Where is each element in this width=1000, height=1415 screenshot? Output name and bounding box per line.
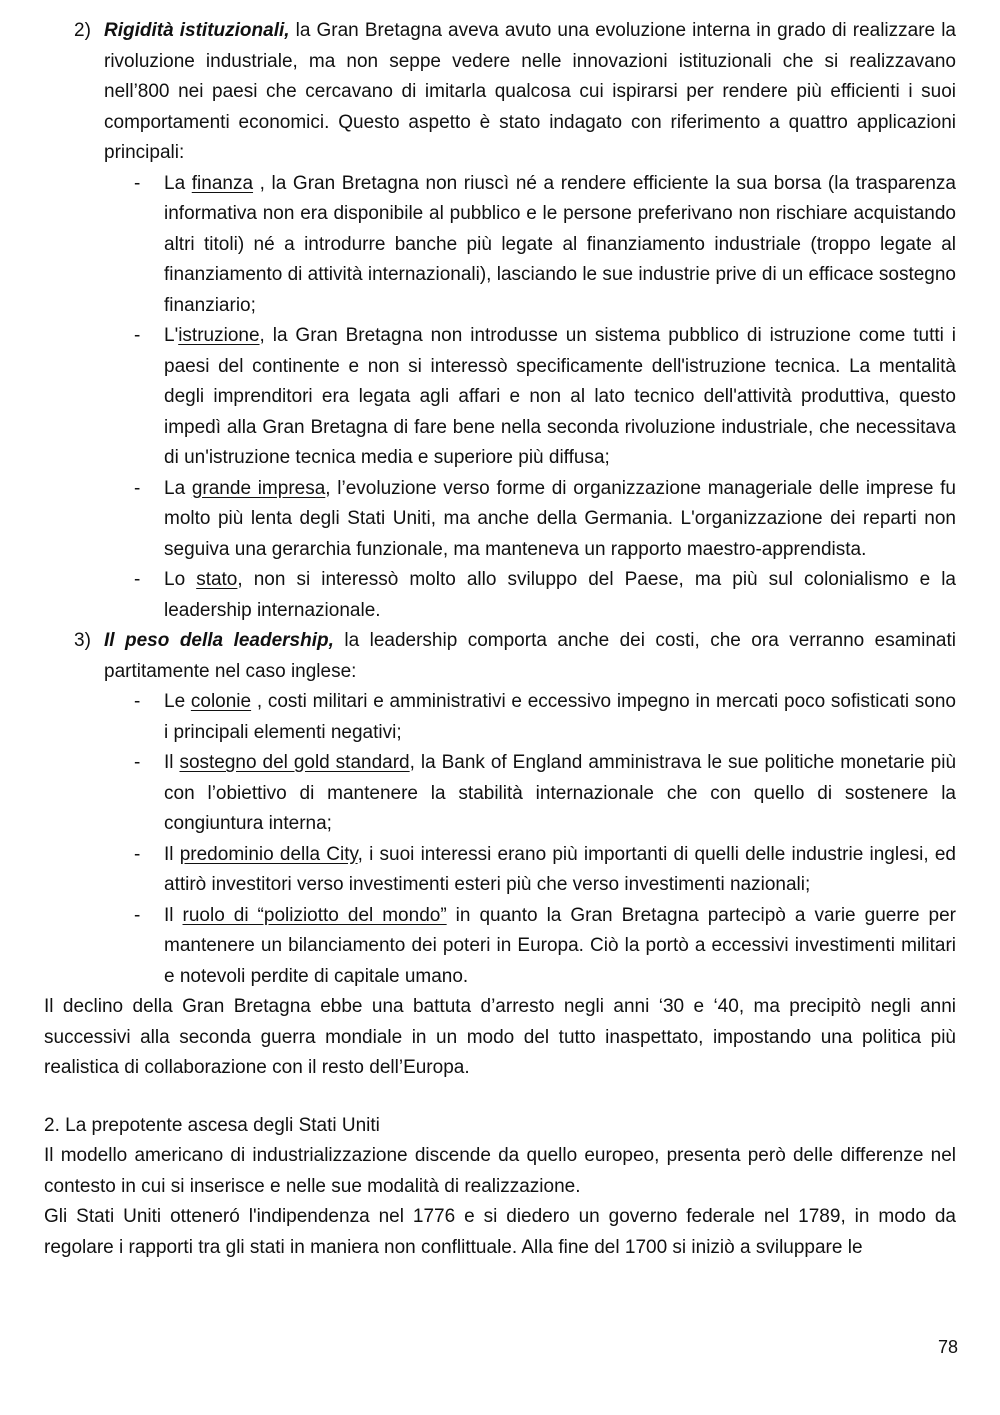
item-lead-title: Il peso della leadership, [104,630,334,651]
bullet-grande-impresa [134,474,956,566]
bullet-dash: - [134,691,141,712]
bullet-text: , la Gran Bretagna non introdusse un sistema pubblico di istruzione come tutti i paesi del continente e non si interessò specificamente dell'istruzione tecnica. La mentalità degli imprenditori era legata agli affari e non al lato tecnico dell'attività produttiva, questo impedì alla Gran Bretagna di fare bene nella seconda rivoluzione industriale, che necessitava di un'istruzione tecnica media e superiore più diffusa; [164,325,956,468]
numbered-item-2 [74,16,956,169]
bullet-keyword: finanza [191,172,254,194]
item-text: la Gran Bretagna aveva avuto una evoluzione interna in grado di realizzare la rivoluzione industriale, ma non seppe vedere nelle innovazioni istituzionali che si realizzavano nell’800 nei paesi che cercavano di imitarla qualcosa cui ispirarsi per rendere più efficienti i suoi comportamenti economici. Questo aspetto è stato indagato con riferimento a quattro applicazioni principali: [104,20,956,163]
bullet-prefix: Il [164,904,183,926]
closing-paragraph: Il declino della Gran Bretagna ebbe una battuta d’arresto negli anni ‘30 e ‘40, ma precipitò negli anni successivi alla seconda guerra mondiale in un modo del tutto inaspettato, impostando una politica più realistica di collaborazione con il resto dell’Europa. [44,996,956,1078]
bullet-text: , costi militari e amministrativi e eccessivo impegno in mercati poco sofisticati sono i principali elementi negativi; [164,691,956,743]
bullet-keyword: sostegno del gold standard [179,752,410,773]
bullet-keyword: grande impresa [191,477,326,499]
bullet-colonie [134,687,956,748]
bullet-dash: - [134,569,141,590]
bullet-prefix: Il [164,752,180,773]
paragraph-gap [0,1084,1000,1111]
bullet-text: in quanto la Gran Bretagna partecipò a varie guerre per mantenere un bilanciamento dei poteri in Europa. Ciò la portò a eccessivi investimenti militari e notevoli perdite di capitale umano. [164,904,957,987]
bullet-list-3 [60,687,1000,992]
item-number: 3) [74,630,91,651]
section-paragraph: Gli Stati Uniti otteneró l'indipendenza nel 1776 e si diedero un governo federale nel 1789, in modo da regolare i rapporti tra gli stati in maniera non conflittuale. Alla fine del 1700 si iniziò a sviluppare le [44,1206,956,1258]
bullet-dash: - [134,904,141,926]
bullet-dash: - [134,325,141,346]
bullet-city [134,840,956,901]
bullet-finanza [134,169,956,322]
bullet-keyword: istruzione [178,325,260,346]
section-heading: 2. La prepotente ascesa degli Stati Uniti [44,1114,380,1136]
bullet-text: , la Gran Bretagna non riuscì né a rendere efficiente la sua borsa (la trasparenza informativa non era disponibile al pubblico e le persone preferivano non rischiare acquistando altri titoli) né a introdurre banche più legate al finanziamento industriale (troppo legate al finanziamento di attività internazionali), lasciando le sue industrie prive di un efficace sostegno finanziario; [164,172,956,316]
section-paragraph: Il modello americano di industrializzazione discende da quello europeo, presenta però delle differenze nel contesto in cui si inserisce e nelle sue modalità di realizzazione. [44,1145,956,1197]
bullet-prefix: Lo [164,569,197,590]
bullet-istruzione [134,321,956,474]
bullet-poliziotto [134,901,957,993]
numbered-item-3 [74,626,956,687]
bullet-list-2 [60,169,1000,627]
bullet-text: , i suoi interessi erano più importanti di quelli delle industrie inglesi, ed attirò investitori verso investimenti esteri più che verso investimenti nazionali; [164,843,956,895]
bullet-text: , l’evoluzione verso forme di organizzazione manageriale delle imprese fu molto più lenta degli Stati Uniti, ma anche della Germania. L'organizzazione dei reparti non seguiva una gerarchia funzionale, ma manteneva un rapporto maestro-apprendista. [164,477,956,560]
bullet-text: , non si interessò molto allo sviluppo del Paese, ma più sul colonialismo e la leadership internazionale. [164,569,956,621]
bullet-keyword: colonie [190,691,252,712]
page-number: 78 [937,1337,958,1357]
bullet-prefix: Le [164,691,191,712]
item-number: 2) [74,20,91,41]
bullet-gold-standard [134,748,957,840]
bullet-prefix: La [164,477,192,499]
item-text: la leadership comporta anche dei costi, che ora verranno esaminati partitamente nel caso inglese: [104,630,956,682]
bullet-dash: - [134,752,141,773]
bullet-prefix: La [164,172,192,194]
bullet-dash: - [134,843,141,865]
bullet-prefix: Il [164,843,180,865]
bullet-keyword: stato [196,569,238,590]
bullet-prefix: L' [164,325,179,346]
bullet-keyword: ruolo di “poliziotto del mondo” [182,904,447,926]
bullet-keyword: predominio della City [179,843,358,865]
bullet-stato [134,565,956,626]
bullet-text: , la Bank of England amministrava le sue politiche monetarie più con l’obiettivo di mantenere la stabilità internazionale che con quello di sostenere la congiuntura interna; [164,752,957,834]
bullet-dash: - [134,172,141,194]
item-lead-title: Rigidità istituzionali, [104,20,290,41]
bullet-dash: - [134,477,141,499]
